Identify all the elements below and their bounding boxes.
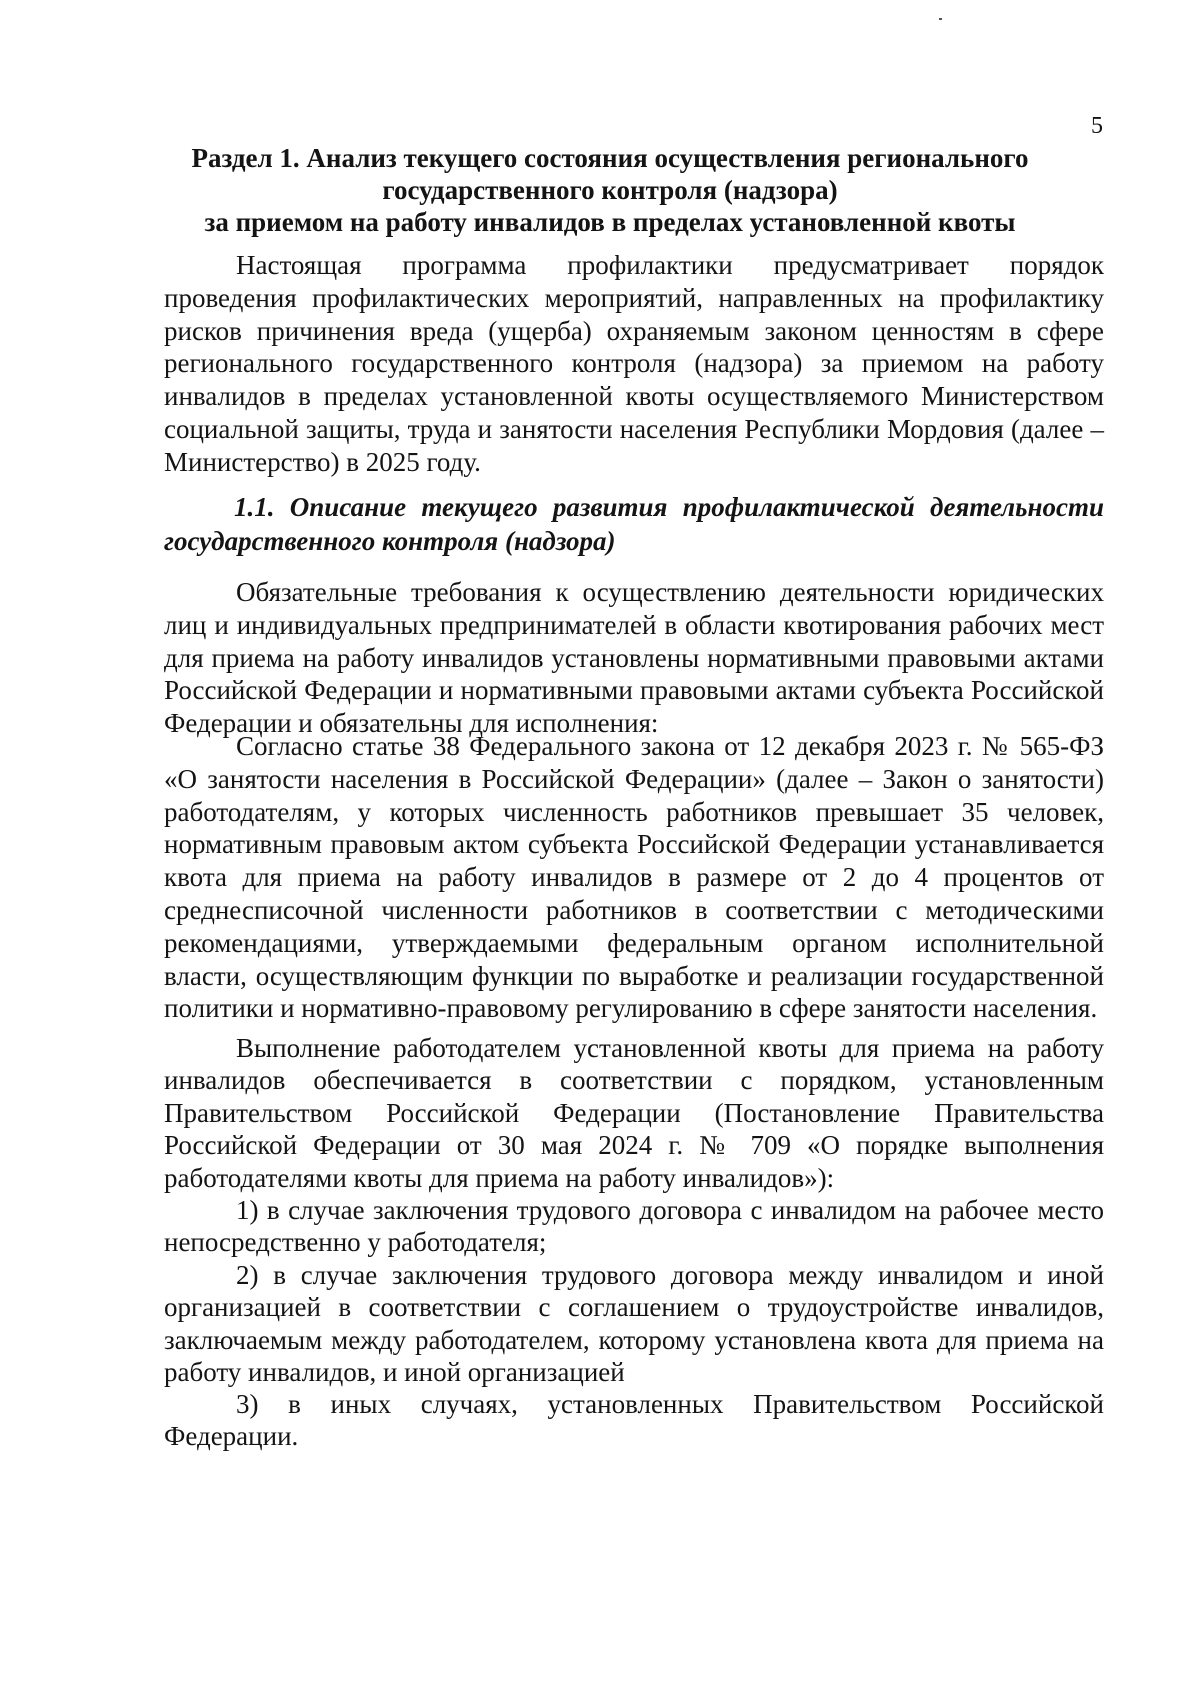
- paragraph-requirements: Обязательные требования к осуществлению деятельности юридических лиц и индивидуальных предпринимателей в области квотирования рабочих мест для приема на работу инвалидов установлены нормативными правовыми актами Российской Федерации и нормативными правовыми актами субъекта Российской Федерации и обязательны для исполнения:: [164, 577, 1104, 739]
- list-item-2: 2) в случае заключения трудового договора между инвалидом и иной организацией в соответствии с соглашением о трудоустройстве инвалидов, заключаемым между работодателем, которому установлена квота для приема на работу инвалидов, и иной организацией: [164, 1260, 1104, 1388]
- scan-speck: [939, 18, 942, 20]
- section-heading-line-2: государственного контроля (надзора): [382, 175, 838, 205]
- section-heading-line-1: Раздел 1. Анализ текущего состояния осуществления регионального: [191, 143, 1029, 173]
- page-number: 5: [1091, 113, 1103, 139]
- list-item-3: 3) в иных случаях, установленных Правительством Российской Федерации.: [164, 1389, 1104, 1452]
- section-heading-line-3: за приемом на работу инвалидов в пределах установленной квоты: [204, 207, 1016, 237]
- list-item-1: 1) в случае заключения трудового договора с инвалидом на рабочее место непосредственно у работодателя;: [164, 1195, 1104, 1258]
- subsection-heading: 1.1. Описание текущего развития профилактической деятельности государственного контроля (надзора): [164, 492, 1104, 556]
- paragraph-quota-fulfillment: Выполнение работодателем установленной квоты для приема на работу инвалидов обеспечивается в соответствии с порядком, установленным Правительством Российской Федерации (Постановление Правительства Российской Федерации от 30 мая 2024 г. № 709 «О порядке выполнения работодателями квоты для приема на работу инвалидов»):: [164, 1033, 1104, 1193]
- section-heading: [150, 142, 1070, 238]
- intro-paragraph: Настоящая программа профилактики предусматривает порядок проведения профилактических мероприятий, направленных на профилактику рисков причинения вреда (ущерба) охраняемым законом ценностям в сфере регионального государственного контроля (надзора) за приемом на работу инвалидов в пределах установленной квоты осуществляемого Министерством социальной защиты, труда и занятости населения Республики Мордовия (далее – Министерство) в 2025 году.: [164, 250, 1104, 477]
- paragraph-quota-law: Согласно статье 38 Федерального закона от 12 декабря 2023 г. № 565-ФЗ «О занятости населения в Российской Федерации» (далее – Закон о занятости) работодателям, у которых численность работников превышает 35 человек, нормативным правовым актом субъекта Российской Федерации устанавливается квота для приема на работу инвалидов в размере от 2 до 4 процентов от среднесписочной численности работников в соответствии с методическими рекомендациями, утверждаемыми федеральным органом исполнительной власти, осуществляющим функции по выработке и реализации государственной политики и нормативно-правовому регулированию в сфере занятости населения.: [164, 731, 1104, 1024]
